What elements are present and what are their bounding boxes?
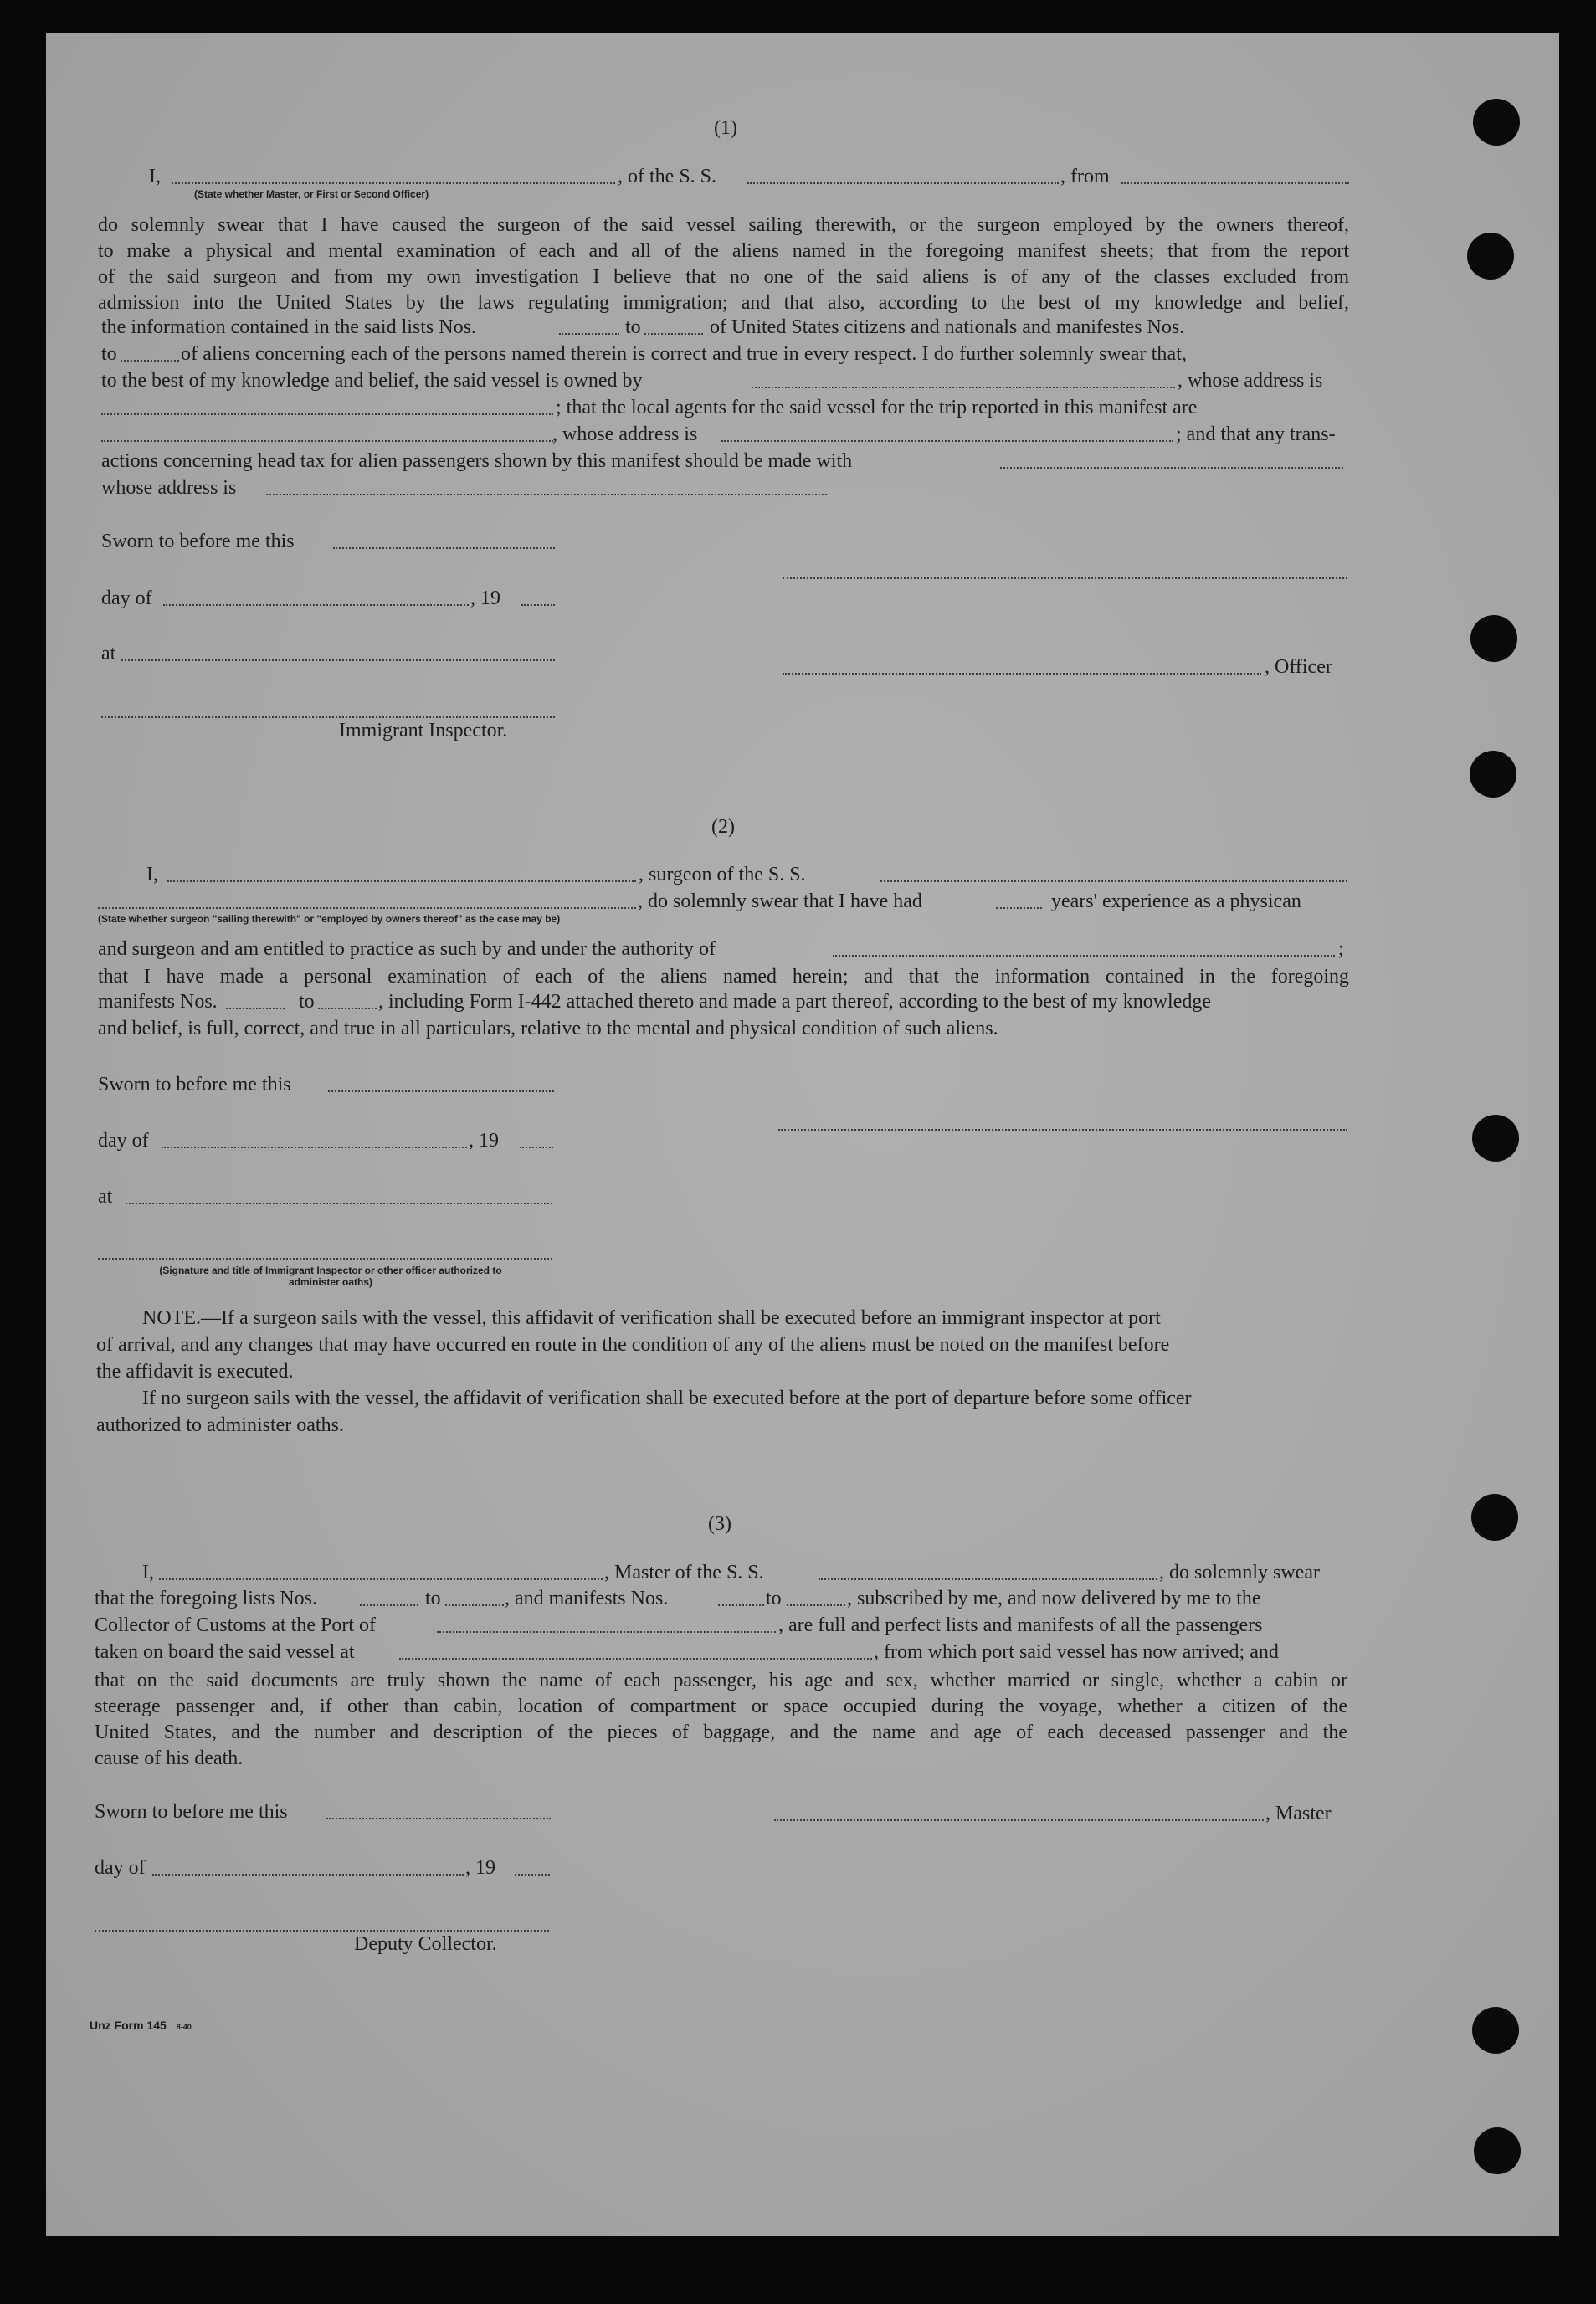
s1-info-b: of United States citizens and nationals and manifestes Nos. bbox=[710, 316, 1185, 338]
s1-body-line-4: admission into the United States by the laws regulating immigration; and that also, according to the best of my knowledge and belief, bbox=[98, 292, 1349, 314]
s3-ship-field[interactable] bbox=[819, 1578, 1157, 1580]
s1-manifests-to-field[interactable] bbox=[121, 360, 179, 362]
s1-inspector-signature-line[interactable] bbox=[101, 716, 555, 718]
punch-hole-4 bbox=[1470, 751, 1516, 798]
s2-note-1: NOTE.—If a surgeon sails with the vessel, this affidavit of verification shall be executed before an immigrant inspector at port bbox=[142, 1307, 1161, 1329]
s2-sworn: Sworn to before me this bbox=[98, 1074, 291, 1096]
s3-deputy-label: Deputy Collector. bbox=[354, 1933, 497, 1955]
s1-caption-officer: (State whether Master, or First or Second Officer) bbox=[194, 188, 429, 200]
s1-i: I, bbox=[149, 166, 161, 187]
s1-agents-address-field[interactable] bbox=[721, 440, 1173, 442]
s1-whose-address-end: whose address is bbox=[101, 477, 237, 499]
s2-exam-line: that I have made a personal examination of each of the aliens named herein; and that the information contained in the foregoing bbox=[98, 966, 1349, 988]
s3-lists-a: that the foregoing lists Nos. bbox=[95, 1588, 317, 1609]
s2-ship-field[interactable] bbox=[880, 880, 1347, 882]
s3-body-line-3: United States, and the number and description of the pieces of baggage, and the name and age of each deceased passenger and the bbox=[95, 1722, 1347, 1743]
s1-head-tax-field[interactable] bbox=[1000, 467, 1343, 469]
s2-authority-field[interactable] bbox=[833, 955, 1335, 957]
s3-body bbox=[95, 1668, 1347, 1772]
s1-officer-field[interactable] bbox=[172, 182, 615, 184]
s1-at: at bbox=[101, 643, 116, 665]
s1-lists-to-field[interactable] bbox=[644, 333, 703, 335]
s1-aliens-line: of aliens concerning each of the persons named therein is correct and true in every respect. I do further solemnly swear that, bbox=[181, 343, 1188, 365]
s1-at-field[interactable] bbox=[121, 659, 555, 661]
section-2-number: (2) bbox=[711, 816, 735, 838]
punch-hole-2 bbox=[1467, 233, 1514, 280]
s3-lists-b: , and manifests Nos. bbox=[505, 1588, 669, 1609]
punch-hole-6 bbox=[1471, 1494, 1518, 1541]
s2-sworn-field[interactable] bbox=[328, 1090, 554, 1092]
s1-trans: ; and that any trans- bbox=[1176, 423, 1336, 445]
s2-note-3: the affidavit is executed. bbox=[96, 1361, 294, 1383]
s1-whose-address: , whose address is bbox=[1178, 370, 1323, 392]
s2-at: at bbox=[98, 1186, 113, 1208]
s1-body bbox=[98, 213, 1349, 316]
s2-inspector-signature-line[interactable] bbox=[98, 1258, 552, 1260]
s3-lists-to-field[interactable] bbox=[445, 1604, 504, 1606]
s3-master-label: , Master bbox=[1265, 1803, 1332, 1824]
s1-inspector-label: Immigrant Inspector. bbox=[339, 720, 508, 741]
s1-year-field[interactable] bbox=[521, 604, 555, 606]
s3-body-last: cause of his death. bbox=[95, 1747, 244, 1769]
s1-day-field[interactable] bbox=[163, 604, 469, 606]
s2-authority: and surgeon and am entitled to practice as such by and under the authority of bbox=[98, 938, 716, 960]
s2-surgeon-name-field[interactable] bbox=[167, 880, 636, 882]
s3-full: , are full and perfect lists and manifests of all the passengers bbox=[778, 1614, 1263, 1636]
s2-caption-signature bbox=[134, 1265, 527, 1288]
s2-day-field[interactable] bbox=[162, 1147, 467, 1148]
s1-owned-by: to the best of my knowledge and belief, the said vessel is owned by bbox=[101, 370, 643, 392]
s1-sworn: Sworn to before me this bbox=[101, 531, 295, 552]
s2-year: , 19 bbox=[469, 1130, 499, 1152]
s3-body-line-1: that on the said documents are truly shown the name of each passenger, his age and sex, whether married or single, whether a cabin or bbox=[95, 1670, 1347, 1691]
s2-surgeon-type-field[interactable] bbox=[98, 907, 636, 909]
s3-manifests-to-field[interactable] bbox=[787, 1604, 845, 1606]
s3-port-field[interactable] bbox=[437, 1631, 776, 1633]
s2-semicolon: ; bbox=[1338, 938, 1344, 960]
s1-from: , from bbox=[1060, 166, 1110, 187]
s3-lists-from-field[interactable] bbox=[360, 1604, 418, 1606]
s3-year: , 19 bbox=[465, 1857, 495, 1879]
s1-signature-line[interactable] bbox=[783, 577, 1347, 579]
section-1-number: (1) bbox=[714, 117, 737, 139]
s2-solemnly: , do solemnly swear that I have had bbox=[638, 890, 922, 912]
s3-master-of: , Master of the S. S. bbox=[604, 1562, 764, 1583]
s2-caption-surgeon: (State whether surgeon "sailing therewith" or "employed by owners thereof" as the case may be) bbox=[98, 913, 561, 925]
s3-lists-c: , subscribed by me, and now delivered by me to the bbox=[847, 1588, 1261, 1609]
s2-note-4: If no surgeon sails with the vessel, the affidavit of verification shall be executed before at the port of departure before some officer bbox=[142, 1388, 1192, 1409]
s2-manifests-b: , including Form I-442 attached thereto and made a part thereof, according to the best of my knowledge bbox=[378, 991, 1212, 1013]
s1-body-line-3: of the said surgeon and from my own investigation I believe that no one of the said aliens is of any of the classes excluded from bbox=[98, 266, 1349, 288]
s1-officer-label: , Officer bbox=[1265, 656, 1332, 678]
s3-day-field[interactable] bbox=[152, 1874, 464, 1876]
s1-line-i bbox=[149, 166, 161, 188]
s1-head-tax-address-field[interactable] bbox=[266, 494, 827, 495]
s3-lists-to-2: to bbox=[766, 1588, 782, 1609]
s1-body-line-2: to make a physical and mental examination of each and all of the aliens named in the foregoing manifest sheets; that from the report bbox=[98, 240, 1349, 262]
s2-years-field[interactable] bbox=[996, 907, 1042, 909]
s1-owner-address-field[interactable] bbox=[101, 413, 553, 415]
s1-of-ss: , of the S. S. bbox=[618, 166, 717, 187]
form-footer bbox=[90, 2019, 192, 2032]
s3-arrived: , from which port said vessel has now arrived; and bbox=[874, 1641, 1279, 1663]
s3-year-field[interactable] bbox=[515, 1874, 550, 1876]
s3-lists-to: to bbox=[425, 1588, 441, 1609]
s2-year-field[interactable] bbox=[520, 1147, 553, 1148]
s1-agents-line: ; that the local agents for the said vessel for the trip reported in this manifest are bbox=[556, 397, 1198, 418]
s3-manifests-from-field[interactable] bbox=[718, 1604, 764, 1606]
s1-owner-field[interactable] bbox=[752, 387, 1175, 388]
s2-manifests-to-field[interactable] bbox=[318, 1008, 377, 1009]
s3-deputy-signature-line[interactable] bbox=[95, 1930, 549, 1932]
s2-i: I, bbox=[146, 864, 158, 885]
s1-whose-address-2: , whose address is bbox=[552, 423, 698, 445]
s1-officer-line[interactable] bbox=[783, 673, 1261, 675]
s2-years: years' experience as a physican bbox=[1051, 890, 1301, 912]
s2-surgeon-of: , surgeon of the S. S. bbox=[639, 864, 806, 885]
s1-info-a: the information contained in the said lists Nos. bbox=[101, 316, 476, 338]
s3-day-of: day of bbox=[95, 1857, 146, 1879]
s1-info-to: to bbox=[625, 316, 641, 338]
s3-departure-port-field[interactable] bbox=[399, 1658, 872, 1660]
form-number: Unz Form 145 bbox=[90, 2019, 167, 2032]
s3-collector: Collector of Customs at the Port of bbox=[95, 1614, 376, 1636]
s2-belief: and belief, is full, correct, and true in all particulars, relative to the mental and physical condition of such aliens. bbox=[98, 1018, 998, 1039]
punch-hole-7 bbox=[1472, 2007, 1519, 2054]
s1-from-field[interactable] bbox=[1121, 182, 1349, 184]
punch-hole-3 bbox=[1470, 615, 1517, 662]
s1-day-of: day of bbox=[101, 588, 152, 609]
s1-ship-field[interactable] bbox=[747, 182, 1059, 184]
s1-head-tax: actions concerning head tax for alien passengers shown by this manifest should be made with bbox=[101, 450, 853, 472]
section-3-number: (3) bbox=[708, 1513, 731, 1535]
s2-signature-line[interactable] bbox=[778, 1129, 1347, 1131]
s3-sworn-field[interactable] bbox=[326, 1818, 551, 1819]
s2-caption-signature-text: (Signature and title of Immigrant Inspector or other officer authorized to administer oaths) bbox=[159, 1265, 502, 1288]
punch-hole-8 bbox=[1474, 2127, 1521, 2174]
s2-manifests-a: manifests Nos. bbox=[98, 991, 218, 1013]
s3-i: I, bbox=[142, 1562, 154, 1583]
s1-year: , 19 bbox=[470, 588, 500, 609]
s1-lists-from-field[interactable] bbox=[559, 333, 619, 335]
s2-note-5: authorized to administer oaths. bbox=[96, 1414, 344, 1436]
s3-master-signature-line[interactable] bbox=[774, 1819, 1264, 1821]
s3-taken: taken on board the said vessel at bbox=[95, 1641, 355, 1663]
s2-day-of: day of bbox=[98, 1130, 149, 1152]
s2-manifests-to: to bbox=[299, 991, 315, 1013]
punch-hole-5 bbox=[1472, 1115, 1519, 1162]
s1-body-line-1: do solemnly swear that I have caused the surgeon of the said vessel sailing therewith, or the surgeon employed by the owners thereof, bbox=[98, 214, 1349, 236]
s3-body-line-2: steerage passenger and, if other than cabin, location of compartment or space occupied during the voyage, whether a citizen of the bbox=[95, 1696, 1347, 1717]
s2-body bbox=[98, 964, 1349, 990]
s3-sworn: Sworn to before me this bbox=[95, 1801, 288, 1823]
s1-to-word: to bbox=[101, 343, 117, 365]
form-code: 8-40 bbox=[176, 2023, 192, 2031]
s3-do-swear: , do solemnly swear bbox=[1159, 1562, 1320, 1583]
s2-manifests-from-field[interactable] bbox=[226, 1008, 285, 1009]
s1-agents-field[interactable] bbox=[101, 440, 553, 442]
punch-hole-1 bbox=[1473, 99, 1520, 146]
s2-note-2: of arrival, and any changes that may have occurred en route in the condition of any of the aliens must be noted on the manifest before bbox=[96, 1334, 1170, 1356]
s3-master-name-field[interactable] bbox=[159, 1578, 603, 1580]
s2-at-field[interactable] bbox=[126, 1203, 552, 1204]
s1-sworn-field[interactable] bbox=[333, 547, 555, 549]
